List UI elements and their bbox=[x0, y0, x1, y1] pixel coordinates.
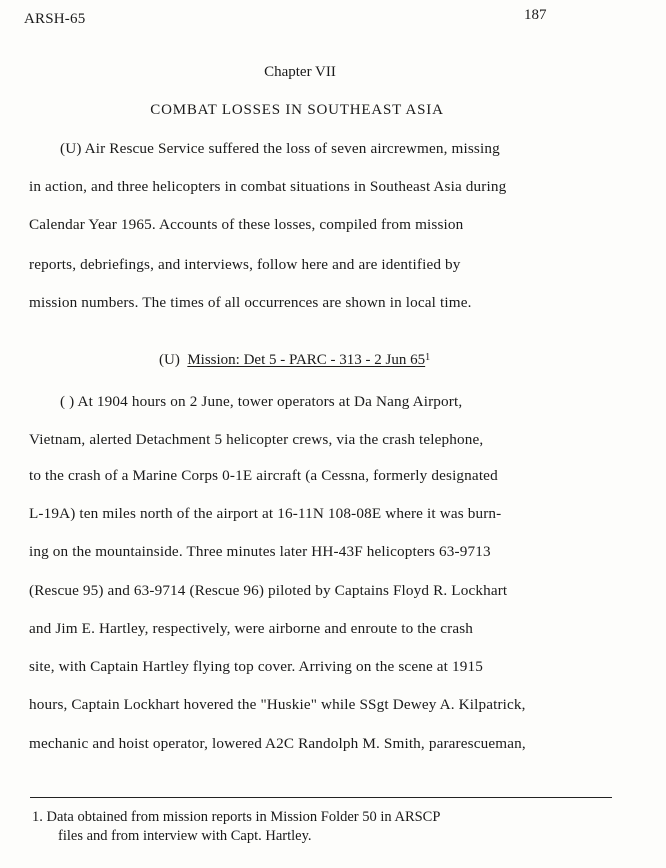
body-line-9: hours, Captain Lockhart hovered the "Huskie" while SSgt Dewey A. Kilpatrick, bbox=[29, 696, 526, 713]
body-line-1: ( ) At 1904 hours on 2 June, tower operators at Da Nang Airport, bbox=[60, 393, 463, 410]
body-line-10: mechanic and hoist operator, lowered A2C Randolph M. Smith, pararescueman, bbox=[29, 735, 526, 752]
body-line-2: Vietnam, alerted Detachment 5 helicopter crews, via the crash telephone, bbox=[29, 431, 484, 448]
mission-heading-prefix: (U) bbox=[159, 352, 188, 368]
body-line-7: and Jim E. Hartley, respectively, were airborne and enroute to the crash bbox=[29, 620, 474, 637]
chapter-label: Chapter VII bbox=[264, 64, 336, 80]
body-line-4: L-19A) ten miles north of the airport at 16-11N 108-08E where it was burn- bbox=[29, 505, 502, 522]
footnote-line-1: 1. Data obtained from mission reports in Mission Folder 50 in ARSCP bbox=[32, 809, 441, 825]
body-line-5: ing on the mountainside. Three minutes later HH-43F helicopters 63-9713 bbox=[29, 543, 491, 560]
mission-heading-text: Mission: Det 5 - PARC - 313 - 2 Jun 65 bbox=[187, 352, 426, 368]
intro-line-5: mission numbers. The times of all occurrences are shown in local time. bbox=[29, 294, 472, 311]
footnote-reference: 1 bbox=[425, 352, 431, 363]
page-number: 187 bbox=[524, 7, 547, 23]
chapter-title: COMBAT LOSSES IN SOUTHEAST ASIA bbox=[150, 102, 444, 118]
body-line-6: (Rescue 95) and 63-9714 (Rescue 96) piloted by Captains Floyd R. Lockhart bbox=[29, 582, 508, 599]
intro-line-3: Calendar Year 1965. Accounts of these losses, compiled from mission bbox=[29, 216, 464, 233]
intro-line-1: (U) Air Rescue Service suffered the loss of seven aircrewmen, missing bbox=[60, 140, 500, 157]
footnote-line-2: files and from interview with Capt. Hartley. bbox=[58, 828, 312, 844]
footnote-divider bbox=[30, 797, 612, 798]
mission-heading bbox=[159, 351, 430, 371]
document-id: ARSH-65 bbox=[24, 11, 86, 27]
intro-line-2: in action, and three helicopters in combat situations in Southeast Asia during bbox=[29, 178, 507, 195]
body-line-3: to the crash of a Marine Corps 0-1E aircraft (a Cessna, formerly designated bbox=[29, 467, 498, 484]
body-line-8: site, with Captain Hartley flying top cover. Arriving on the scene at 1915 bbox=[29, 658, 483, 675]
intro-line-4: reports, debriefings, and interviews, follow here and are identified by bbox=[29, 256, 461, 273]
